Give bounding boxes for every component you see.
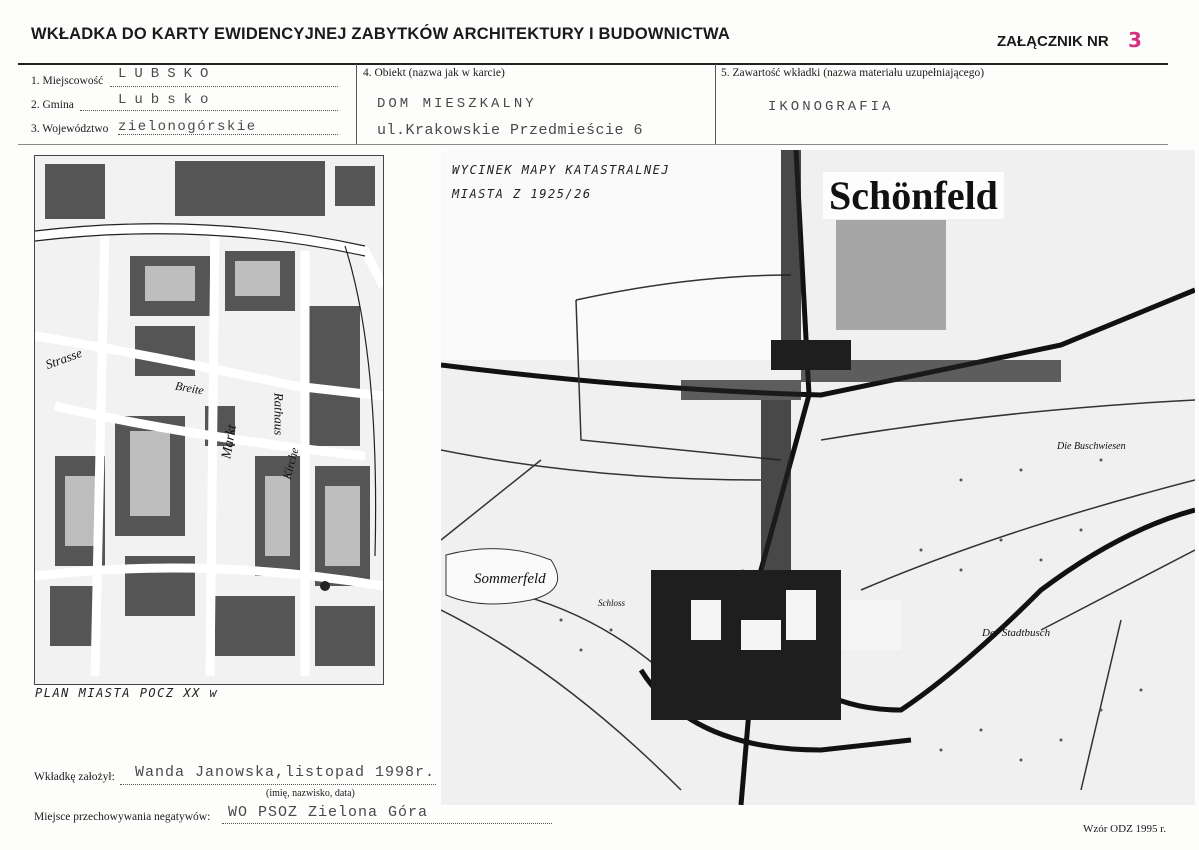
cadastral-note-line1: WYCINEK MAPY KATASTRALNEJ	[452, 163, 671, 177]
map-label-stadtbusch: Der Stadtbusch	[982, 627, 1051, 639]
old-town-plan-image	[34, 155, 384, 685]
cadastral-map-drawing	[441, 150, 1195, 805]
map-label-sommerfeld: Sommerfeld	[474, 571, 546, 587]
map-label-buschwiesen: Die Buschwiesen	[1057, 441, 1126, 452]
left-map-label-rathaus: Rathaus	[271, 392, 287, 436]
attachment-label: ZAŁĄCZNIK NR	[997, 33, 1109, 50]
storage-label: Miejsce przechowywania negatywów:	[34, 811, 211, 823]
cadastral-map-image	[441, 150, 1195, 805]
left-map-caption: PLAN MIASTA POCZ XX w	[35, 686, 219, 700]
miejscowosc-value: LUBSKO	[118, 66, 217, 82]
header-rule	[18, 63, 1168, 65]
obiekt-label: 4. Obiekt (nazwa jak w karcie)	[363, 67, 505, 79]
founder-label: Wkładkę założył:	[34, 771, 115, 783]
old-town-plan-drawing	[35, 156, 383, 684]
gmina-value: Lubsko	[118, 92, 217, 108]
fields-bottom-rule	[18, 144, 1168, 145]
founder-value: Wanda Janowska,listopad 1998r.	[135, 764, 436, 781]
wojewodztwo-value: zielonogórskie	[118, 119, 257, 135]
wojewodztwo-label: 3. Województwo	[31, 123, 109, 135]
founder-hint: (imię, nazwisko, data)	[266, 788, 355, 799]
obiekt-value-line1: DOM MIESZKALNY	[377, 96, 537, 112]
left-map-label-kirche: Kirche	[279, 445, 302, 481]
form-code: Wzór ODZ 1995 r.	[1083, 823, 1167, 835]
obiekt-value-line2: ul.Krakowskie Przedmieście 6	[377, 122, 644, 139]
left-map-label-strasse: Strasse	[43, 345, 84, 373]
cadastral-note-line2: MIASTA Z 1925/26	[452, 187, 592, 201]
zawartosc-value: IKONOGRAFIA	[768, 99, 894, 115]
miejscowosc-label: 1. Miejscowość	[31, 75, 104, 87]
left-map-label-markt: Markt	[219, 423, 240, 461]
gmina-label: 2. Gmina	[31, 99, 74, 111]
column-divider	[715, 64, 716, 144]
cadastral-map-title: Schönfeld	[823, 172, 1004, 219]
document-title: WKŁADKA DO KARTY EWIDENCYJNEJ ZABYTKÓW ARCHITEKTURY I BUDOWNICTWA	[31, 25, 730, 43]
map-label-schloss: Schloss	[598, 598, 625, 608]
attachment-number: 3	[1128, 28, 1142, 52]
left-map-label-breite: Breite	[174, 378, 205, 398]
storage-value: WO PSOZ Zielona Góra	[228, 804, 429, 821]
zawartosc-label: 5. Zawartość wkładki (nazwa materiału uzupełniającego)	[721, 67, 985, 79]
column-divider	[356, 64, 357, 144]
